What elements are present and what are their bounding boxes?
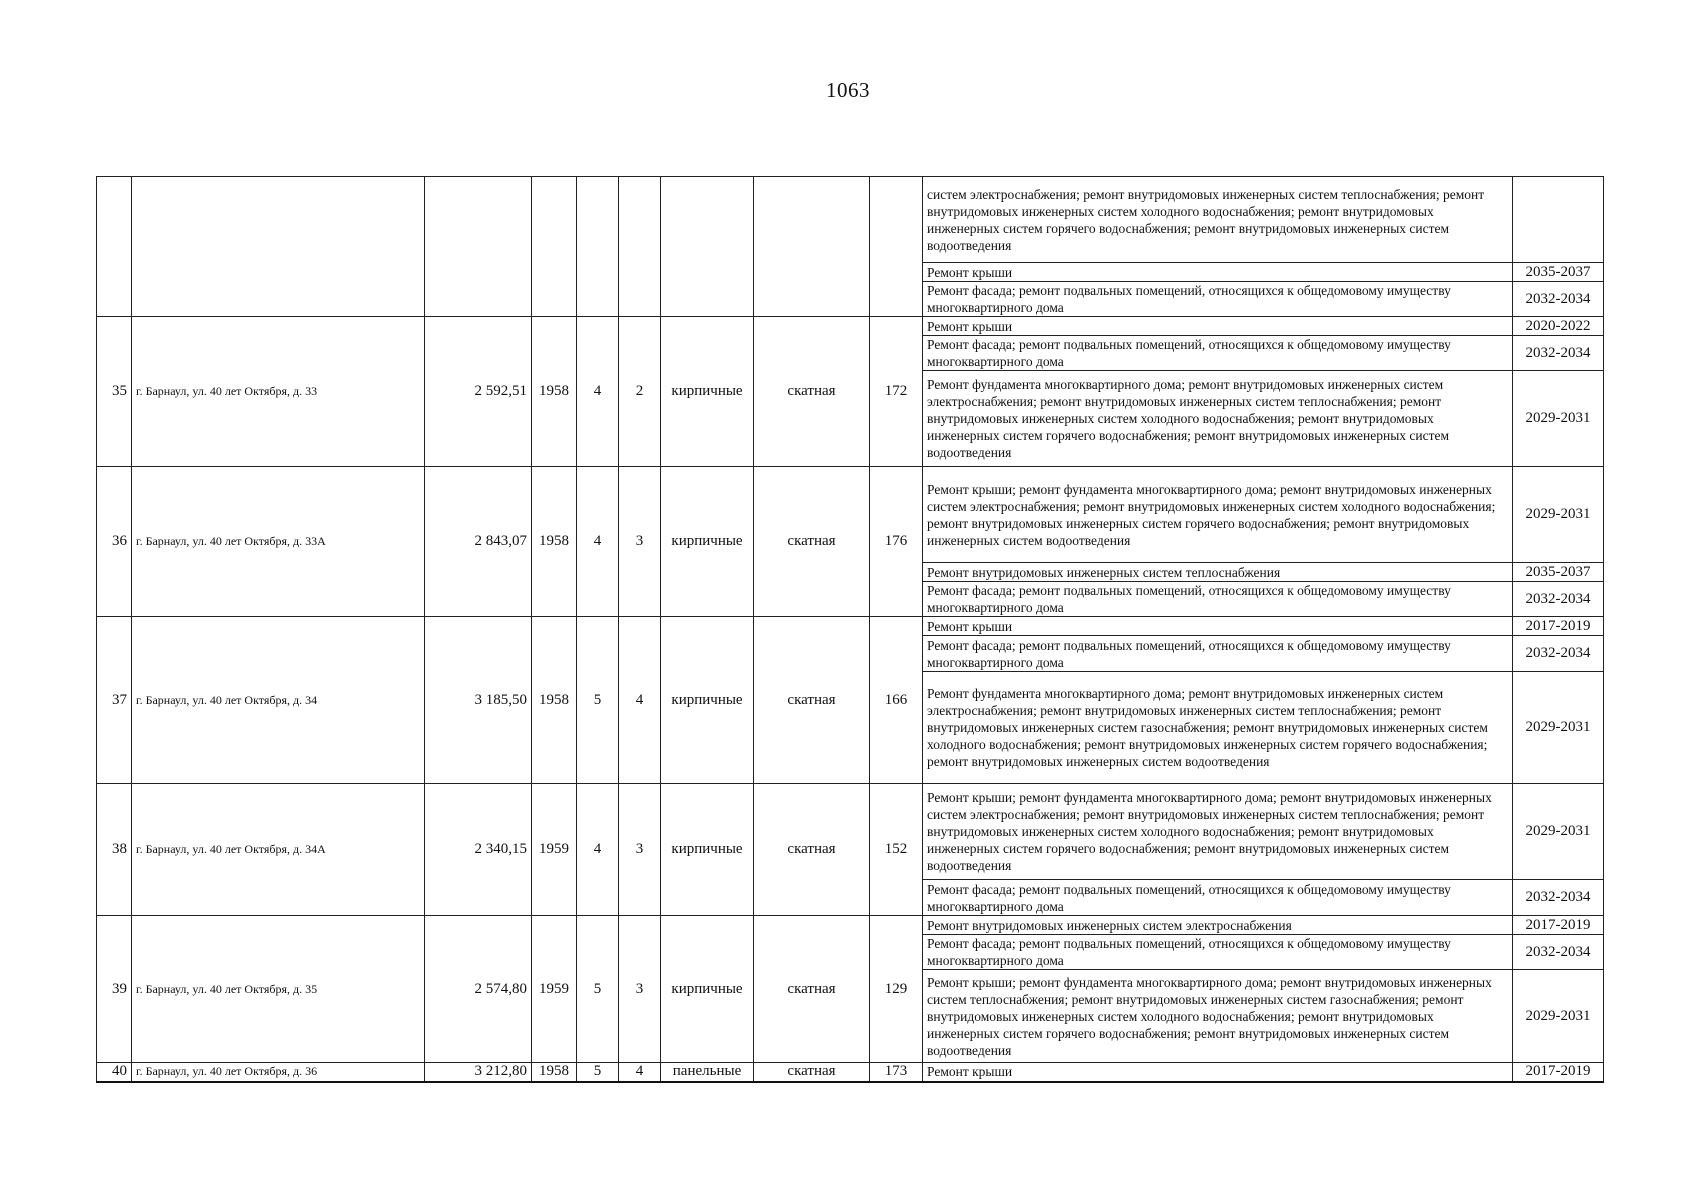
roof-type-cell: скатная [754, 784, 870, 916]
entrances-cell: 2 [619, 317, 661, 467]
work-description-cell: Ремонт фундамента многоквартирного дома; ремонт внутридомовых инженерных систем электроснабжения; ремонт внутридомовых инженерных систем теплоснабжения; ремонт внутридомовых инженерных систем холодного водоснабжения; ремонт внутридомовых инженерных систем горячего водоснабжения; ремонт внутридомовых инженерных систем водоотведения [923, 371, 1513, 467]
year-cell: 1959 [532, 784, 577, 916]
period-cell: 2029-2031 [1513, 672, 1604, 784]
row-number: 35 [97, 317, 132, 467]
address-cell: г. Барнаул, ул. 40 лет Октября, д. 36 [132, 1063, 425, 1082]
period-cell: 2032-2034 [1513, 935, 1604, 970]
period-cell: 2029-2031 [1513, 371, 1604, 467]
table-row [97, 1063, 1604, 1082]
period-cell: 2029-2031 [1513, 970, 1604, 1063]
area-cell: 2 574,80 [425, 916, 532, 1063]
residents-cell: 166 [870, 617, 923, 784]
period-cell: 2032-2034 [1513, 880, 1604, 916]
address-cell: г. Барнаул, ул. 40 лет Октября, д. 34 [132, 617, 425, 784]
period-cell [1513, 177, 1604, 263]
wall-material-cell: кирпичные [661, 317, 754, 467]
work-description-cell: Ремонт фасада; ремонт подвальных помещений, относящихся к общедомовому имуществу многоквартирного дома [923, 880, 1513, 916]
row-number: 40 [97, 1063, 132, 1082]
wall-material-cell: кирпичные [661, 784, 754, 916]
row-number: 38 [97, 784, 132, 916]
year-cell: 1958 [532, 1063, 577, 1082]
period-cell: 2035-2037 [1513, 563, 1604, 582]
entrances-cell: 4 [619, 1063, 661, 1082]
page-number: 1063 [826, 78, 870, 102]
address-cell: г. Барнаул, ул. 40 лет Октября, д. 35 [132, 916, 425, 1063]
residents-cell [870, 177, 923, 317]
area-cell: 2 340,15 [425, 784, 532, 916]
period-cell: 2017-2019 [1513, 617, 1604, 636]
period-cell: 2035-2037 [1513, 263, 1604, 282]
work-description-cell: Ремонт крыши [923, 1063, 1513, 1082]
roof-type-cell: скатная [754, 916, 870, 1063]
entrances-cell [619, 177, 661, 317]
wall-material-cell: кирпичные [661, 916, 754, 1063]
address-cell [132, 177, 425, 317]
period-cell: 2029-2031 [1513, 467, 1604, 563]
work-description-cell: Ремонт крыши; ремонт фундамента многоквартирного дома; ремонт внутридомовых инженерных систем электроснабжения; ремонт внутридомовых инженерных систем холодного водоснабжения; ремонт внутридомовых инженерных систем горячего водоснабжения; ремонт внутридомовых инженерных систем водоотведения [923, 467, 1513, 563]
wall-material-cell [661, 177, 754, 317]
floors-cell: 4 [577, 467, 619, 617]
area-cell: 2 592,51 [425, 317, 532, 467]
floors-cell: 5 [577, 617, 619, 784]
work-description-cell: Ремонт крыши; ремонт фундамента многоквартирного дома; ремонт внутридомовых инженерных систем электроснабжения; ремонт внутридомовых инженерных систем теплоснабжения; ремонт внутридомовых инженерных систем холодного водоснабжения; ремонт внутридомовых инженерных систем горячего водоснабжения; ремонт внутридомовых инженерных систем водоотведения [923, 784, 1513, 880]
repair-schedule-table [96, 176, 1604, 1083]
entrances-cell: 3 [619, 916, 661, 1063]
work-description-cell: Ремонт фасада; ремонт подвальных помещений, относящихся к общедомовому имуществу многоквартирного дома [923, 636, 1513, 672]
period-cell: 2017-2019 [1513, 916, 1604, 935]
roof-type-cell [754, 177, 870, 317]
entrances-cell: 4 [619, 617, 661, 784]
area-cell: 3 185,50 [425, 617, 532, 784]
floors-cell [577, 177, 619, 317]
floors-cell: 5 [577, 916, 619, 1063]
area-cell: 3 212,80 [425, 1063, 532, 1082]
wall-material-cell: панельные [661, 1063, 754, 1082]
table-row [97, 177, 1604, 263]
work-description-cell: Ремонт крыши; ремонт фундамента многоквартирного дома; ремонт внутридомовых инженерных систем теплоснабжения; ремонт внутридомовых инженерных систем газоснабжения; ремонт внутридомовых инженерных систем холодного водоснабжения; ремонт внутридомовых инженерных систем горячего водоснабжения; ремонт внутридомовых инженерных систем водоотведения [923, 970, 1513, 1063]
row-number: 39 [97, 916, 132, 1063]
work-description-cell: систем электроснабжения; ремонт внутридомовых инженерных систем теплоснабжения; ремонт внутридомовых инженерных систем холодного водоснабжения; ремонт внутридомовых инженерных систем горячего водоснабжения; ремонт внутридомовых инженерных систем водоотведения [923, 177, 1513, 263]
table-row [97, 317, 1604, 336]
period-cell: 2032-2034 [1513, 582, 1604, 617]
floors-cell: 5 [577, 1063, 619, 1082]
work-description-cell: Ремонт внутридомовых инженерных систем теплоснабжения [923, 563, 1513, 582]
roof-type-cell: скатная [754, 467, 870, 617]
residents-cell: 152 [870, 784, 923, 916]
period-cell: 2020-2022 [1513, 317, 1604, 336]
work-description-cell: Ремонт фасада; ремонт подвальных помещений, относящихся к общедомовому имуществу многоквартирного дома [923, 282, 1513, 317]
row-number: 36 [97, 467, 132, 617]
work-description-cell: Ремонт внутридомовых инженерных систем электроснабжения [923, 916, 1513, 935]
roof-type-cell: скатная [754, 317, 870, 467]
address-cell: г. Барнаул, ул. 40 лет Октября, д. 33А [132, 467, 425, 617]
address-cell: г. Барнаул, ул. 40 лет Октября, д. 33 [132, 317, 425, 467]
work-description-cell: Ремонт крыши [923, 617, 1513, 636]
period-cell: 2032-2034 [1513, 336, 1604, 371]
period-cell: 2017-2019 [1513, 1063, 1604, 1082]
work-description-cell: Ремонт крыши [923, 317, 1513, 336]
table-row [97, 916, 1604, 935]
residents-cell: 129 [870, 916, 923, 1063]
roof-type-cell: скатная [754, 617, 870, 784]
period-cell: 2032-2034 [1513, 636, 1604, 672]
wall-material-cell: кирпичные [661, 617, 754, 784]
row-number [97, 177, 132, 317]
residents-cell: 172 [870, 317, 923, 467]
year-cell: 1958 [532, 617, 577, 784]
address-cell: г. Барнаул, ул. 40 лет Октября, д. 34А [132, 784, 425, 916]
entrances-cell: 3 [619, 467, 661, 617]
year-cell: 1958 [532, 317, 577, 467]
table-row [97, 784, 1604, 880]
table-row [97, 467, 1604, 563]
roof-type-cell: скатная [754, 1063, 870, 1082]
floors-cell: 4 [577, 784, 619, 916]
wall-material-cell: кирпичные [661, 467, 754, 617]
work-description-cell: Ремонт фундамента многоквартирного дома; ремонт внутридомовых инженерных систем электроснабжения; ремонт внутридомовых инженерных систем теплоснабжения; ремонт внутридомовых инженерных систем газоснабжения; ремонт внутридомовых инженерных систем холодного водоснабжения; ремонт внутридомовых инженерных систем горячего водоснабжения; ремонт внутридомовых инженерных систем водоотведения [923, 672, 1513, 784]
table-row [97, 617, 1604, 636]
row-number: 37 [97, 617, 132, 784]
work-description-cell: Ремонт крыши [923, 263, 1513, 282]
area-cell: 2 843,07 [425, 467, 532, 617]
year-cell: 1958 [532, 467, 577, 617]
period-cell: 2029-2031 [1513, 784, 1604, 880]
entrances-cell: 3 [619, 784, 661, 916]
area-cell [425, 177, 532, 317]
floors-cell: 4 [577, 317, 619, 467]
work-description-cell: Ремонт фасада; ремонт подвальных помещений, относящихся к общедомовому имуществу многоквартирного дома [923, 582, 1513, 617]
year-cell [532, 177, 577, 317]
year-cell: 1959 [532, 916, 577, 1063]
residents-cell: 173 [870, 1063, 923, 1082]
residents-cell: 176 [870, 467, 923, 617]
period-cell: 2032-2034 [1513, 282, 1604, 317]
work-description-cell: Ремонт фасада; ремонт подвальных помещений, относящихся к общедомовому имуществу многоквартирного дома [923, 935, 1513, 970]
work-description-cell: Ремонт фасада; ремонт подвальных помещений, относящихся к общедомовому имуществу многоквартирного дома [923, 336, 1513, 371]
